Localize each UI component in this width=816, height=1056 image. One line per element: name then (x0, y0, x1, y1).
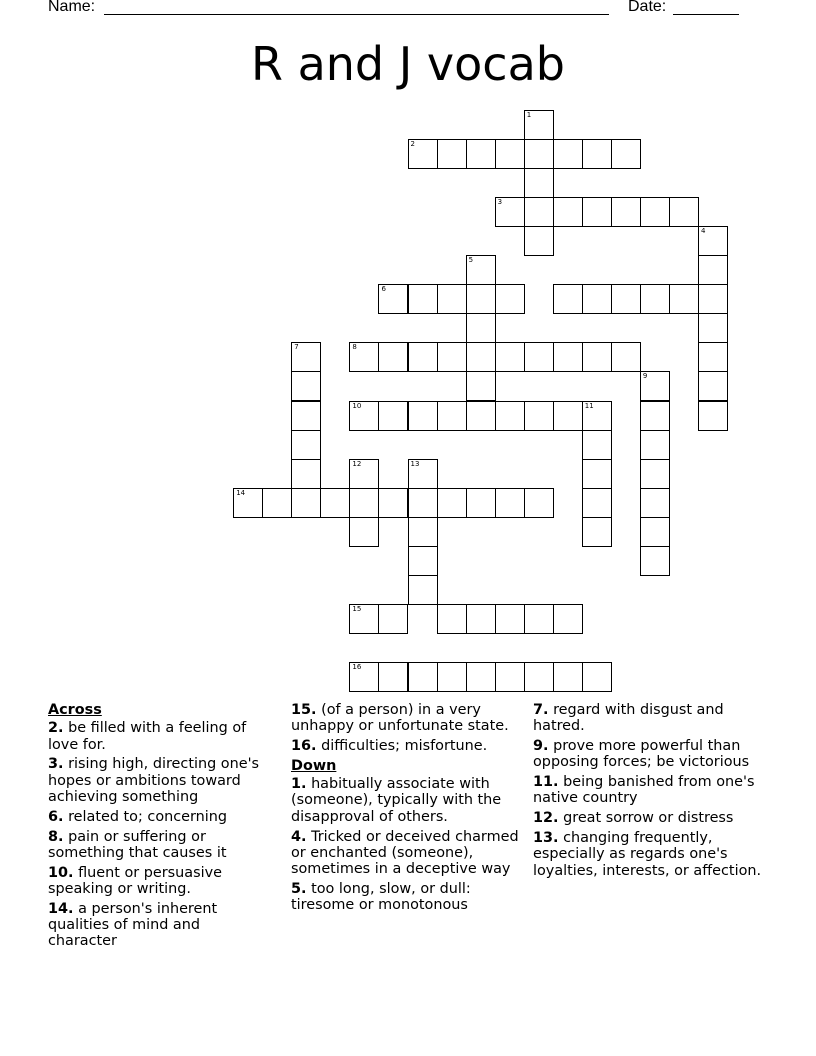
crossword-cell[interactable] (466, 255, 496, 285)
crossword-cell[interactable] (408, 575, 438, 605)
clue-across-10 (48, 865, 273, 898)
clue-text: be filled with a feeling of love for. (48, 720, 247, 753)
crossword-cell[interactable] (291, 430, 321, 460)
crossword-cell[interactable] (408, 284, 438, 314)
crossword-cell[interactable] (291, 371, 321, 401)
crossword-cell[interactable] (495, 284, 525, 314)
clue-across-3 (48, 756, 273, 805)
crossword-cell[interactable] (378, 488, 408, 518)
crossword-cell[interactable] (349, 662, 379, 692)
clue-text: a person's inherent qualities of mind and character (48, 900, 218, 950)
crossword-cell[interactable] (291, 488, 321, 518)
page-title: R and J vocab (251, 37, 565, 91)
crossword-cell[interactable] (640, 197, 670, 227)
clues-column-1 (48, 702, 273, 953)
crossword-cell[interactable] (437, 139, 467, 169)
clue-text: being banished from one's native country (533, 774, 755, 807)
crossword-cell[interactable] (582, 517, 612, 547)
crossword-cell[interactable] (495, 342, 525, 372)
cell-number: 12 (352, 459, 362, 468)
crossword-cell[interactable] (495, 139, 525, 169)
clue-number: 6. (48, 808, 64, 825)
crossword-cell[interactable] (495, 604, 525, 634)
crossword-cell[interactable] (524, 139, 554, 169)
crossword-cell[interactable] (553, 284, 583, 314)
clue-across-2 (48, 720, 273, 753)
crossword-cell[interactable] (378, 604, 408, 634)
crossword-cell[interactable] (437, 401, 467, 431)
down-heading: Down (291, 757, 337, 774)
crossword-cell[interactable] (466, 604, 496, 634)
crossword-cell[interactable] (524, 226, 554, 256)
crossword-cell[interactable] (553, 401, 583, 431)
clue-number: 4. (291, 828, 307, 845)
crossword-cell[interactable] (466, 139, 496, 169)
crossword-cell[interactable] (582, 459, 612, 489)
clue-across-15 (291, 702, 523, 735)
crossword-cell[interactable] (291, 342, 321, 372)
crossword-cell[interactable] (349, 517, 379, 547)
crossword-cell[interactable] (524, 662, 554, 692)
clue-across-8 (48, 829, 273, 862)
crossword-cell[interactable] (553, 197, 583, 227)
crossword-cell[interactable] (524, 604, 554, 634)
clue-text: related to; concerning (68, 808, 228, 825)
clue-text: difficulties; misfortune. (321, 738, 488, 755)
crossword-cell[interactable] (524, 488, 554, 518)
crossword-cell[interactable] (466, 342, 496, 372)
crossword-cell[interactable] (466, 401, 496, 431)
crossword-cell[interactable] (437, 284, 467, 314)
crossword-cell[interactable] (611, 284, 641, 314)
crossword-cell[interactable] (553, 342, 583, 372)
clue-number: 8. (48, 828, 64, 845)
crossword-cell[interactable] (611, 139, 641, 169)
clue-text: pain or suffering or something that causes it (48, 828, 227, 861)
crossword-cell[interactable] (582, 488, 612, 518)
date-label: Date: (628, 0, 667, 15)
crossword-cell[interactable] (291, 459, 321, 489)
clue-number: 14. (48, 900, 74, 917)
crossword-cell[interactable] (611, 342, 641, 372)
clue-number: 16. (291, 738, 317, 755)
cell-number: 3 (497, 198, 503, 207)
clue-text: too long, slow, or dull: tiresome or monotonous (291, 880, 471, 914)
crossword-cell[interactable] (582, 430, 612, 460)
crossword-cell[interactable] (349, 401, 379, 431)
crossword-cell[interactable] (437, 342, 467, 372)
crossword-cell[interactable] (408, 517, 438, 547)
crossword-cell[interactable] (553, 662, 583, 692)
clue-text: changing frequently, especially as regards one's loyalties, interests, or affection. (533, 830, 762, 879)
cell-number: 13 (410, 459, 420, 468)
clue-number: 2. (48, 720, 64, 737)
cell-number: 7 (294, 343, 299, 352)
crossword-cell[interactable] (582, 139, 612, 169)
crossword-cell[interactable] (640, 371, 670, 401)
cell-number: 8 (352, 343, 357, 352)
crossword-cell[interactable] (466, 313, 496, 343)
crossword-cell[interactable] (698, 342, 728, 372)
clue-number: 15. (291, 702, 317, 718)
clue-number: 13. (533, 830, 559, 847)
crossword-cell[interactable] (466, 371, 496, 401)
across-heading: Across (48, 702, 102, 718)
clue-number: 10. (48, 864, 74, 881)
clue-text: regard with disgust and hatred. (533, 702, 724, 735)
crossword-cell[interactable] (349, 342, 379, 372)
clue-text: (of a person) in a very unhappy or unfortunate state. (291, 702, 509, 735)
crossword-cell[interactable] (611, 197, 641, 227)
crossword-cell[interactable] (437, 604, 467, 634)
crossword-cell[interactable] (640, 284, 670, 314)
cell-number: 1 (526, 111, 532, 119)
crossword-cell[interactable] (524, 197, 554, 227)
clue-number: 1. (291, 776, 307, 793)
crossword-cell[interactable] (640, 488, 670, 518)
crossword-cell[interactable] (378, 342, 408, 372)
cell-number: 5 (468, 256, 474, 265)
crossword-cell[interactable] (495, 197, 525, 227)
crossword-cell[interactable] (698, 313, 728, 343)
crossword-cell[interactable] (582, 197, 612, 227)
crossword-cell[interactable] (408, 488, 438, 518)
crossword-cell[interactable] (640, 546, 670, 576)
crossword-cell[interactable] (698, 255, 728, 285)
crossword-cell[interactable] (437, 488, 467, 518)
crossword-cell[interactable] (320, 488, 350, 518)
cell-number: 6 (381, 285, 386, 294)
crossword-cell[interactable] (524, 401, 554, 431)
crossword-cell[interactable] (698, 371, 728, 401)
name-label: Name: (48, 0, 96, 15)
clue-down-4 (291, 829, 523, 878)
clue-text: great sorrow or distress (563, 810, 734, 827)
clue-down-11 (533, 774, 773, 807)
crossword-cell[interactable] (408, 342, 438, 372)
crossword-cell[interactable] (669, 284, 699, 314)
crossword-cell[interactable] (408, 546, 438, 576)
crossword-cell[interactable] (349, 459, 379, 489)
crossword-cell[interactable] (349, 488, 379, 518)
clue-number: 5. (291, 880, 307, 897)
cell-number: 15 (352, 604, 362, 613)
crossword-cell[interactable] (553, 139, 583, 169)
clue-down-7 (533, 702, 773, 735)
crossword-cell[interactable] (698, 401, 728, 431)
clue-number: 9. (533, 738, 549, 755)
crossword-cell[interactable] (495, 401, 525, 431)
crossword-cell[interactable] (553, 604, 583, 634)
crossword-cell[interactable] (408, 662, 438, 692)
crossword-cell[interactable] (524, 168, 554, 198)
crossword-cell[interactable] (408, 401, 438, 431)
crossword-cell[interactable] (378, 662, 408, 692)
crossword-cell[interactable] (233, 488, 263, 518)
clue-number: 7. (533, 702, 549, 718)
clue-down-13 (533, 830, 773, 879)
crossword-cell[interactable] (582, 342, 612, 372)
clue-text: fluent or persuasive speaking or writing. (48, 864, 222, 897)
cell-number: 2 (410, 140, 415, 149)
clue-number: 11. (533, 774, 559, 791)
crossword-cell[interactable] (466, 662, 496, 692)
crossword-cell[interactable] (582, 401, 612, 431)
clues-column-2 (291, 702, 523, 917)
cell-number: 14 (236, 488, 246, 497)
clue-down-9 (533, 738, 773, 771)
clue-text: habitually associate with (someone), typically with the disapproval of others. (291, 776, 502, 825)
crossword-cell[interactable] (640, 401, 670, 431)
clue-text: prove more powerful than opposing forces; be victorious (533, 738, 750, 771)
crossword-cell[interactable] (466, 284, 496, 314)
crossword-cell[interactable] (291, 401, 321, 431)
crossword-cell[interactable] (524, 342, 554, 372)
clue-down-1 (291, 776, 523, 825)
cell-number: 16 (352, 662, 362, 671)
crossword-cell[interactable] (495, 662, 525, 692)
cell-number: 11 (584, 401, 594, 410)
crossword-cell[interactable] (262, 488, 292, 518)
crossword-cell[interactable] (524, 110, 554, 140)
cell-number: 10 (352, 401, 362, 410)
clue-text: Tricked or deceived charmed or enchanted (someone), sometimes in a deceptive way (291, 828, 519, 878)
clue-text: rising high, directing one's hopes or ambitions toward achieving something (48, 756, 260, 805)
crossword-cell[interactable] (698, 284, 728, 314)
clues-column-3 (533, 702, 773, 882)
crossword-cell[interactable] (669, 197, 699, 227)
crossword-cell[interactable] (408, 139, 438, 169)
clue-number: 3. (48, 756, 64, 773)
crossword-cell[interactable] (378, 401, 408, 431)
clue-down-12 (533, 810, 773, 826)
cell-number: 9 (642, 372, 648, 381)
crossword-cell[interactable] (698, 226, 728, 256)
crossword-cell[interactable] (408, 459, 438, 489)
crossword-cell[interactable] (582, 662, 612, 692)
clue-across-14 (48, 901, 273, 950)
cell-number: 4 (701, 227, 706, 236)
clue-down-5 (291, 881, 523, 914)
crossword-cell[interactable] (495, 488, 525, 518)
crossword-cell[interactable] (466, 488, 496, 518)
clue-number: 12. (533, 810, 559, 827)
clue-across-6 (48, 809, 273, 825)
crossword-cell[interactable] (437, 662, 467, 692)
crossword-cell[interactable] (378, 284, 408, 314)
clue-across-16 (291, 738, 523, 754)
crossword-cell[interactable] (349, 604, 379, 634)
crossword-cell[interactable] (640, 430, 670, 460)
crossword-cell[interactable] (640, 459, 670, 489)
crossword-cell[interactable] (582, 284, 612, 314)
crossword-cell[interactable] (640, 517, 670, 547)
